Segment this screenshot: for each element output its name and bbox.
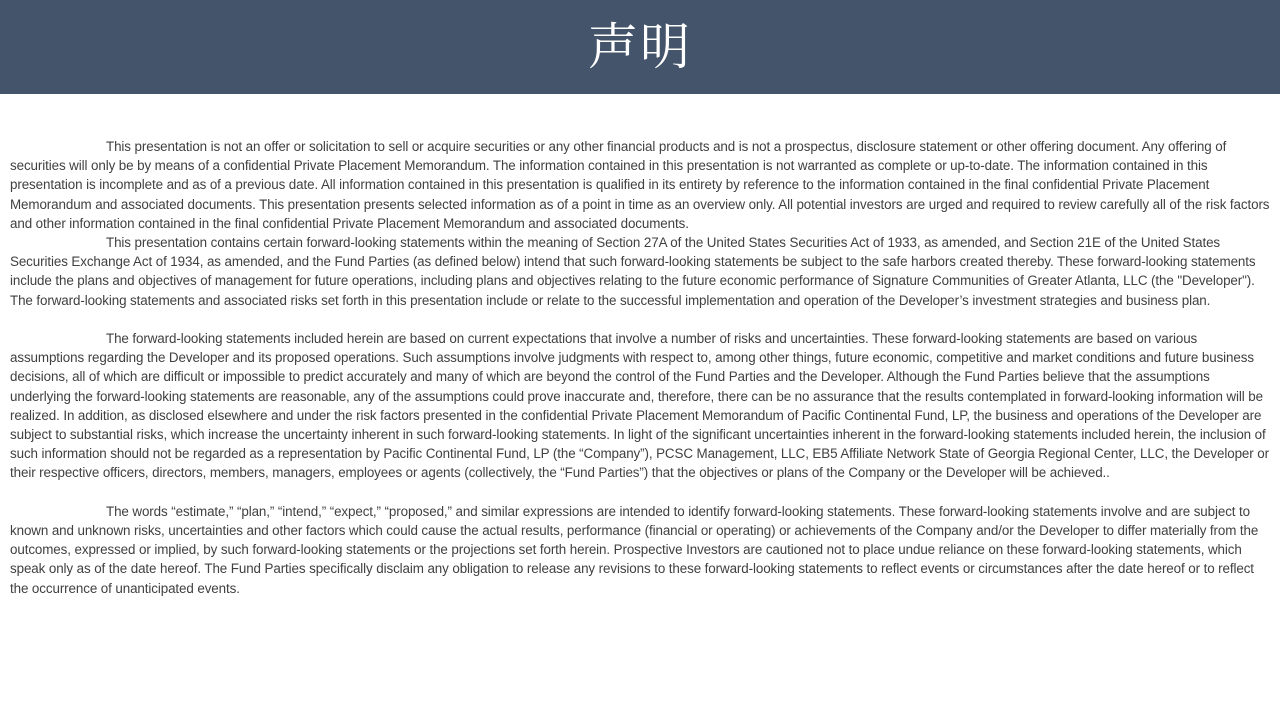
paragraph-forward-looking-intro: This presentation contains certain forward-looking statements within the meaning of Section 27A of the United States Securities Act of 1933, as amended, and Section 21E of the United States Securities Exchange Act of 1934, as amended, and the Fund Parties (as defined below) intend that such forward-looking statements be subject to the safe harbors created thereby. These forward-looking statements include the plans and objectives of management for future operations, including plans and objectives relating to the future economic performance of Signature Communities of Greater Atlanta, LLC (the "Developer"). The forward-looking statements and associated risks set forth in this presentation include or relate to the successful implementation and operation of the Developer’s investment strategies and business plan. [10, 235, 1256, 308]
paragraph-spacer [10, 483, 1272, 502]
paragraph-offer-disclaimer: This presentation is not an offer or solicitation to sell or acquire securities or any other financial products and is not a prospectus, disclosure statement or other offering document. Any offering of securities will only be by means of a confidential Private Placement Memorandum. The information contained in this presentation is not warranted as complete or up-to-date. The information contained in this presentation is incomplete and as of a previous date. All information contained in this presentation is qualified in its entirety by reference to the information contained in the final confidential Private Placement Memorandum and associated documents. This presentation presents selected information as of a point in time as an overview only. All potential investors are urged and required to review carefully all of the risk factors and other information contained in the final confidential Private Placement Memorandum and associated documents. [10, 139, 1270, 231]
paragraph-spacer [10, 310, 1272, 329]
paragraph-identifying-words: The words “estimate,” “plan,” “intend,” “expect,” “proposed,” and similar expressions are intended to identify forward-looking statements. These forward-looking statements involve and are subject to known and unknown risks, uncertainties and other factors which could cause the actual results, performance (financial or operating) or achievements of the Company and/or the Developer to differ materially from the outcomes, expressed or implied, by such forward-looking statements or the projections set forth herein. Prospective Investors are cautioned not to place undue reliance on these forward-looking statements, which speak only as of the date hereof. The Fund Parties specifically disclaim any obligation to release any revisions to these forward-looking statements to reflect events or circumstances after the date hereof or to reflect the occurrence of unanticipated events. [10, 503, 1259, 596]
paragraph-risks-uncertainties: The forward-looking statements included herein are based on current expectations that involve a number of risks and uncertainties. These forward-looking statements are based on various assumptions regarding the Developer and its proposed operations. Such assumptions involve judgments with respect to, among other things, future economic, competitive and market conditions and future business decisions, all of which are difficult or impossible to predict accurately and many of which are beyond the control of the Fund Parties and the Developer. Although the Fund Parties believe that the assumptions underlying the forward-looking statements are reasonable, any of the assumptions could prove inaccurate and, therefore, there can be no assurance that the results contemplated in forward-looking information will be realized. In addition, as disclosed elsewhere and under the risk factors presented in the confidential Private Placement Memorandum of Pacific Continental Fund, LP, the business and operations of the Developer are subject to substantial risks, which increase the uncertainty inherent in such forward-looking statements. In light of the significant uncertainties inherent in the forward-looking statements included herein, the inclusion of such information should not be regarded as a representation by Pacific Continental Fund, LP (the “Company”), PCSC Management, LLC, EB5 Affiliate Network State of Georgia Regional Center, LLC, the Developer or their respective officers, directors, members, managers, employees or agents (collectively, the “Fund Parties”) that the objectives or plans of the Company or the Developer will be achieved.. [10, 331, 1269, 481]
page-title: 声明 [588, 18, 692, 76]
disclaimer-body [10, 137, 1272, 598]
